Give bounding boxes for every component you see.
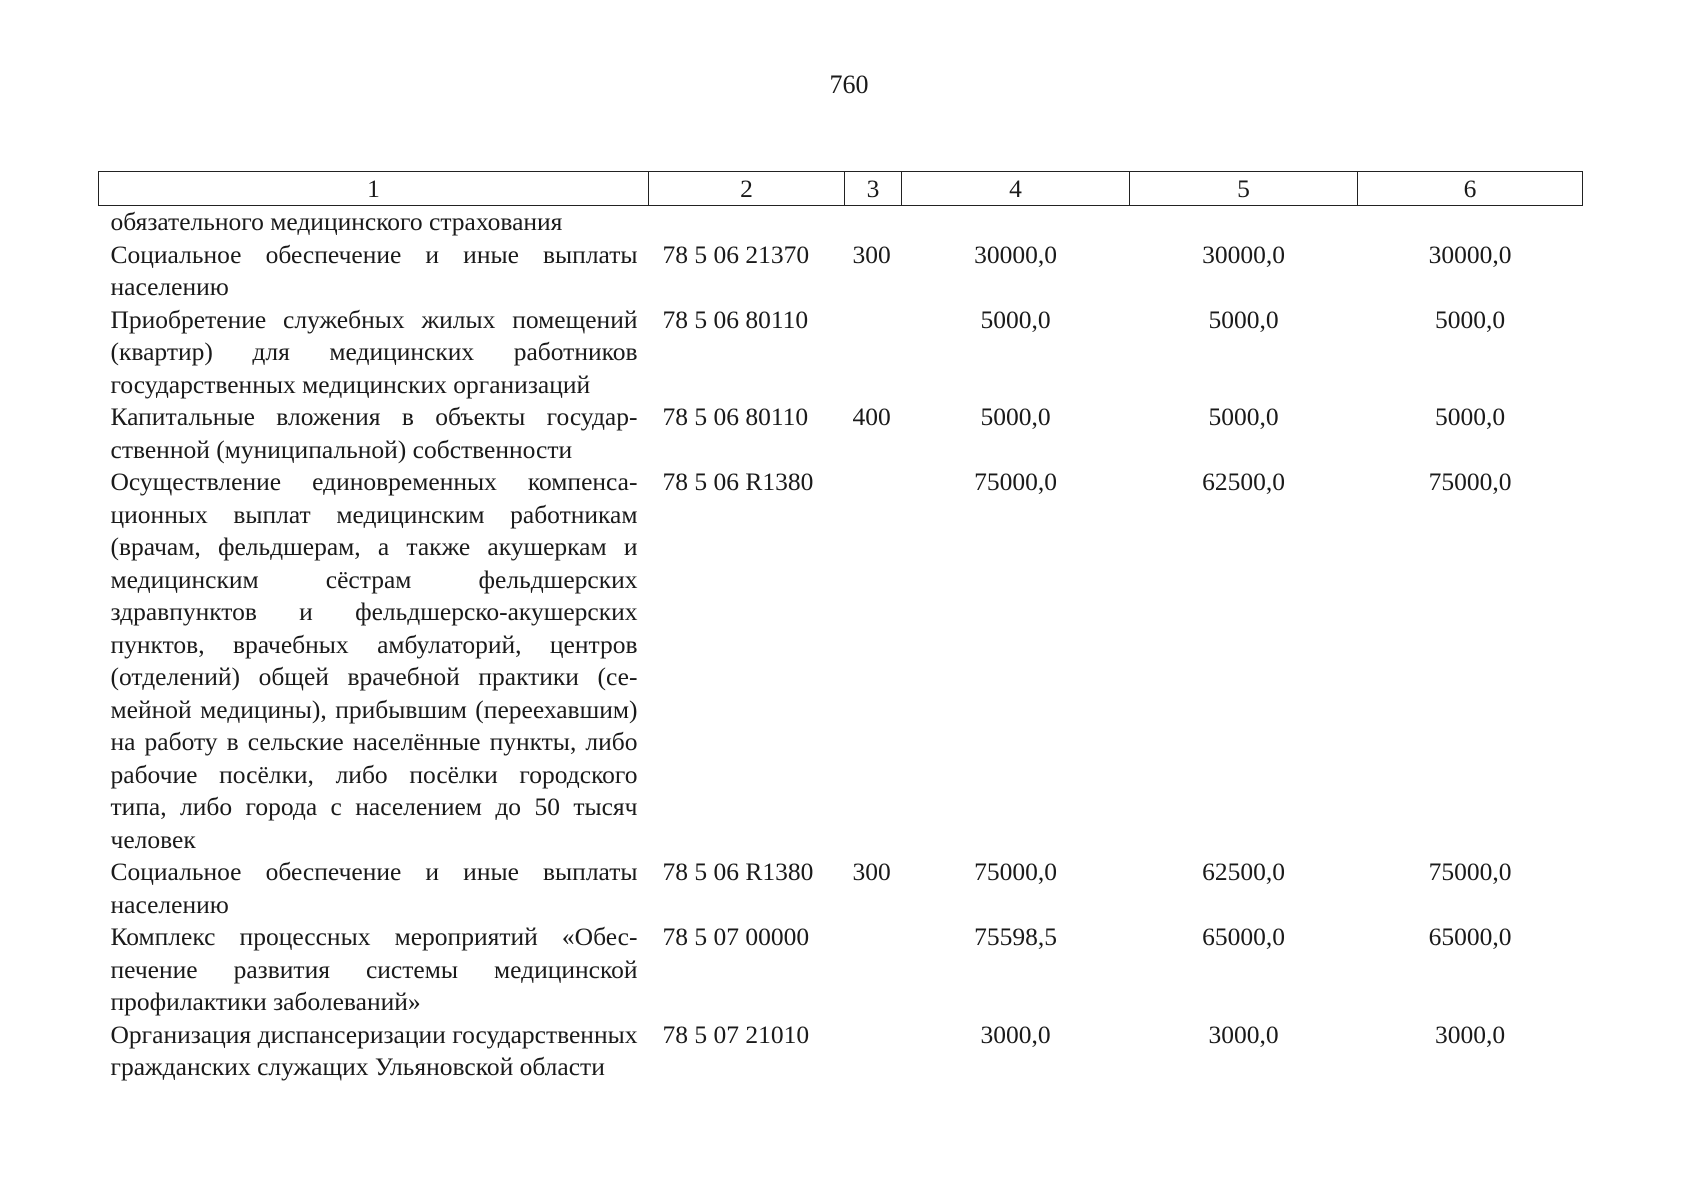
row-value-6: 5000,0 (1434, 304, 1506, 334)
row-code (649, 206, 845, 239)
row-value-4 (902, 206, 1130, 239)
table-row (99, 856, 1583, 921)
row-value-4: 30000,0 (974, 239, 1057, 269)
table-row (99, 206, 1583, 239)
row-code: 78 5 06 R1380 (662, 467, 814, 496)
column-header-4: 4 (902, 172, 1130, 206)
row-code: 78 5 06 80110 (662, 304, 809, 334)
row-value-6 (1358, 206, 1583, 239)
row-value-4: 75598,5 (974, 922, 1057, 951)
row-code: 78 5 06 R1380 (662, 857, 814, 886)
row-value-6: 30000,0 (1428, 239, 1512, 269)
row-value-5: 62500,0 (1202, 857, 1285, 886)
row-value-4: 3000,0 (980, 1019, 1051, 1049)
row-description: Осуществление единовременных компенсационных выплат медицинским работникам (врачам, фельдшерам, а также акушеркам и медицинским сёстрам фельдшерских здравпунктов и фельдшерско-акушерских пунктов, врачебных амбулаторий, центров (отделений) общей врачебной практики (семейной медицины), прибывшим (переехавшим) на работу в сельские населённые пункты, либо рабочие посёлки, либо посёлки городского типа, либо города с населением до 50 тысяч человек (110, 467, 638, 854)
row-code: 78 5 07 00000 (662, 922, 810, 951)
row-value-4: 75000,0 (974, 467, 1057, 496)
column-header-1: 1 (99, 172, 649, 206)
column-header-2: 2 (649, 172, 845, 206)
row-expense-type (845, 304, 902, 402)
row-value-4: 75000,0 (974, 857, 1057, 886)
row-expense-type: 300 (852, 857, 891, 886)
row-description: Социальное обеспечение и иные выплаты населению (110, 239, 638, 301)
row-expense-type: 400 (852, 402, 891, 431)
table-row (99, 239, 1583, 304)
table-header (99, 172, 1583, 206)
column-header-6: 6 (1358, 172, 1583, 206)
row-value-5: 65000,0 (1202, 922, 1285, 951)
table-row (99, 921, 1583, 1019)
row-description: Комплекс процессных мероприятий «Обеспечение развития системы медицинской профилактики заболеваний» (110, 922, 638, 1016)
row-value-6: 75000,0 (1428, 467, 1512, 496)
budget-table (98, 171, 1583, 1084)
row-code: 78 5 07 21010 (662, 1019, 810, 1049)
table-row (99, 466, 1583, 856)
table-row (99, 304, 1583, 402)
row-expense-type: 300 (852, 239, 891, 269)
row-value-5: 3000,0 (1208, 1019, 1279, 1049)
row-value-5: 62500,0 (1202, 467, 1285, 496)
row-code: 78 5 06 80110 (662, 402, 809, 431)
row-description: Капитальные вложения в объекты государственной (муниципальной) собственности (110, 402, 638, 464)
row-value-5: 5000,0 (1208, 402, 1279, 431)
row-value-6: 65000,0 (1428, 922, 1512, 951)
row-value-5: 30000,0 (1202, 239, 1285, 269)
row-value-6: 3000,0 (1434, 1019, 1506, 1049)
row-value-5 (1130, 206, 1358, 239)
row-value-6: 75000,0 (1428, 857, 1512, 886)
row-description: Социальное обеспечение и иные выплаты населению (110, 857, 638, 919)
row-description: Организация диспансеризации государственных гражданских служащих Ульяновской области (110, 1019, 638, 1081)
table-row (99, 401, 1583, 466)
table-row (99, 1019, 1583, 1084)
table-body (99, 206, 1583, 1084)
row-expense-type (845, 466, 902, 856)
row-expense-type (845, 206, 902, 239)
column-header-3: 3 (845, 172, 902, 206)
row-value-4: 5000,0 (980, 304, 1051, 334)
header-row (99, 172, 1583, 206)
page-number: 760 (829, 70, 869, 99)
row-expense-type (845, 1019, 902, 1084)
row-value-5: 5000,0 (1208, 304, 1279, 334)
row-value-6: 5000,0 (1434, 402, 1506, 431)
row-expense-type (845, 921, 902, 1019)
row-description: обязательного медицинского страхования (110, 207, 563, 236)
column-header-5: 5 (1130, 172, 1358, 206)
row-code: 78 5 06 21370 (662, 239, 810, 269)
row-value-4: 5000,0 (980, 402, 1051, 431)
row-description: Приобретение служебных жилых помещений (квартир) для медицинских работников государственных медицинских организаций (110, 304, 638, 399)
